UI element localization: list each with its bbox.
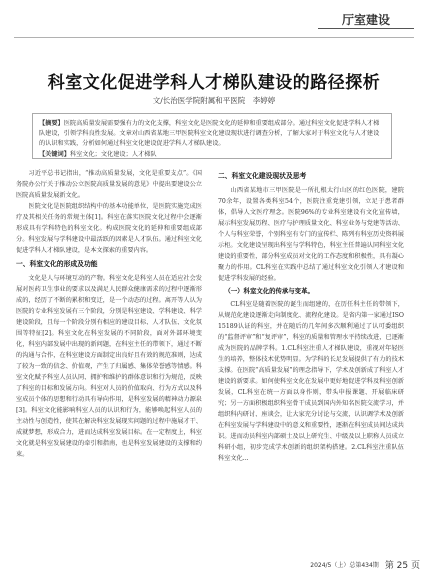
left-column: [16, 168, 202, 538]
section-header: 厅室建设: [318, 10, 414, 29]
page-number: 第 25 页: [384, 560, 420, 571]
section-heading: 二、科室文化建设现状及思考: [218, 172, 307, 180]
paragraph: CL科室是随着医院的诞生而组建的，在历任科主任的带领下，从规范化建设逐渐走向制度化、流程化建设。是省内第一家通过ISO 15189认证的科室，并在随后的几年间多次顺利通过了认可委组织的“监督评审”和“复评审”，科室的质量和管理水平持续改进，已逐渐成为医院的品牌学科。1.CL科室注重人才梯队建设，重视对年轻医生的培养，整体技术优势明显。为学科的长足发展提供了有力的技术支撑。在医院“高质量发展”的理念指导下，学术及创新成了科室人才建设的新要求。如何使科室文化在发展中更好地促进学科及科室创新发展，CL科室在统一方面以身作则，带头申报课题、开展临床研究；另一方面积极组织科室骨干成员到国内外知名医院交流学习，并组织科内研讨、座谈会，让大家充分讨论与交流，认识调学术及创新在科室发展与学科建设中的意义和重要性，逐渐在科室成员间达成共识。进而动员科室内部硕士及以上研究生、中级及以上职称人员成立科研小组，初步完成学术创新的组织架构搭建。2.CL科室注重队伍科室文化...: [218, 301, 404, 462]
article-title: 科室文化促进学科人才梯队建设的路径探析: [47, 73, 381, 93]
page-footer: [260, 557, 420, 571]
issue-info: 2024/5（上）总第434期: [310, 561, 379, 569]
keywords-label: 【关键词】: [39, 151, 70, 158]
paragraph: 医院文化是医院组织结构中的基本功能单位，是医院实施完成医疗及其相关任务的常规主体[1]。科室在落实医院文化过程中会逐渐形成具有学科特色的科室文化。构成医院文化的延伸和重要组成部分。科室发展与学科建设中最活跃的因素是人才队伍。通过科室文化促进学科人才梯队建设，是本文探索的重要内容。: [16, 203, 202, 254]
paragraph: 文化是人与环境互动的产物。科室文化是科室人员在适应社会发展对医药卫生事业的要求以及满足人民群众健康需求的过程中逐渐形成的，经历了不断的累积和变迁，是一个动态的过程。离开等人认为医院的专业科室发展有三个阶段，分别是科室建设、学科建设、科学建设阶段，且每一个阶段分别有相应的建设目标、人才队伍、文化氛围等特征[2]。科室文化在科室发展的不同阶段，面对外部环境变化，科室内部发展中出现的新问题，在科室主任的带领下，通过不断的沟通与合作，在科室建设方面制定出良好且有效的规范准则，达成了较为一致的信念、价值观，产生了归属感、集体荣誉感等情感。科室文化赋予科室人员认同、拥护和维护的群体意识和行为规范，反映了科室的目标和发展方向。科室对人员的价值取向、行为方式以及科室成员个体的思想和行动具有导向作用，是科室发展的精神动力源泉[3]。科室文化能影响科室人员的认识和行为，能够唤起科室人员的主动性与创造性，使其在解决科室发展现实问题的过程中施展才干、成就梦想，形成合力，进而达成科室发展目标。在一定程度上，科室文化就是科室发展建设的牵引和指南，也是科室发展建设的支撑和约束。: [16, 275, 202, 458]
paragraph: 山西省某地市三甲医院是一所扎根太行山区的红色医院，建院70余年，设置各类科室54个，医院注重党建引领，立足于患者群体，倡导人文医疗理念。医院96%的专业科室建设有文化宣传墙，展示科室发展历程、医疗与护理质量文化、科室业务与党建等活动、个人与科室荣誉，个别科室有专门的宣传栏、陈列有科室历史资料展示柜。文化建设呈现出科室与学科特色，科室主任普遍认同科室文化建设的重要性，部分科室成员对文化的工作态度和积极性，具有凝心聚力的作用。CL科室在实践中总结了通过科室文化引领人才建设和促进学科发展的经验。: [218, 187, 404, 282]
abstract: [39, 119, 385, 149]
keywords: [39, 150, 385, 159]
keywords-text: 科室文化；文化建设；人才梯队: [69, 151, 157, 158]
section-heading: 一、科室文化的形成及功能: [16, 260, 98, 268]
abstract-text: 医院高质量发展需要强有力的文化支撑，科室文化是医院文化的延伸和重要组成部分。通过科室文化促进学科人才梯队建设，引领学科良性发展。文章对山西省某地三甲医院科室文化建设现状进行调查分析，了解大家对于科室文化与人才建设的认识和实践，分析如何通过科室文化建设促进学科人才梯队建设。: [39, 120, 380, 147]
abstract-box: [32, 113, 392, 159]
header-divider: [14, 37, 414, 38]
subsection-heading: （一）科室文化的传承与变革。: [224, 287, 314, 295]
right-column: [218, 168, 404, 538]
paragraph: 习近平总书记指出，“推动高质量发展，文化是重要支点”。《国务院办公厅关于推动公立医院高质量发展的意见》中提出要建设公立医院高质量发展新文化。: [16, 170, 202, 199]
article-authors: 文/长治医学院附属和平医院 李婷婷: [152, 96, 276, 105]
abstract-label: 【摘要】: [39, 120, 64, 127]
